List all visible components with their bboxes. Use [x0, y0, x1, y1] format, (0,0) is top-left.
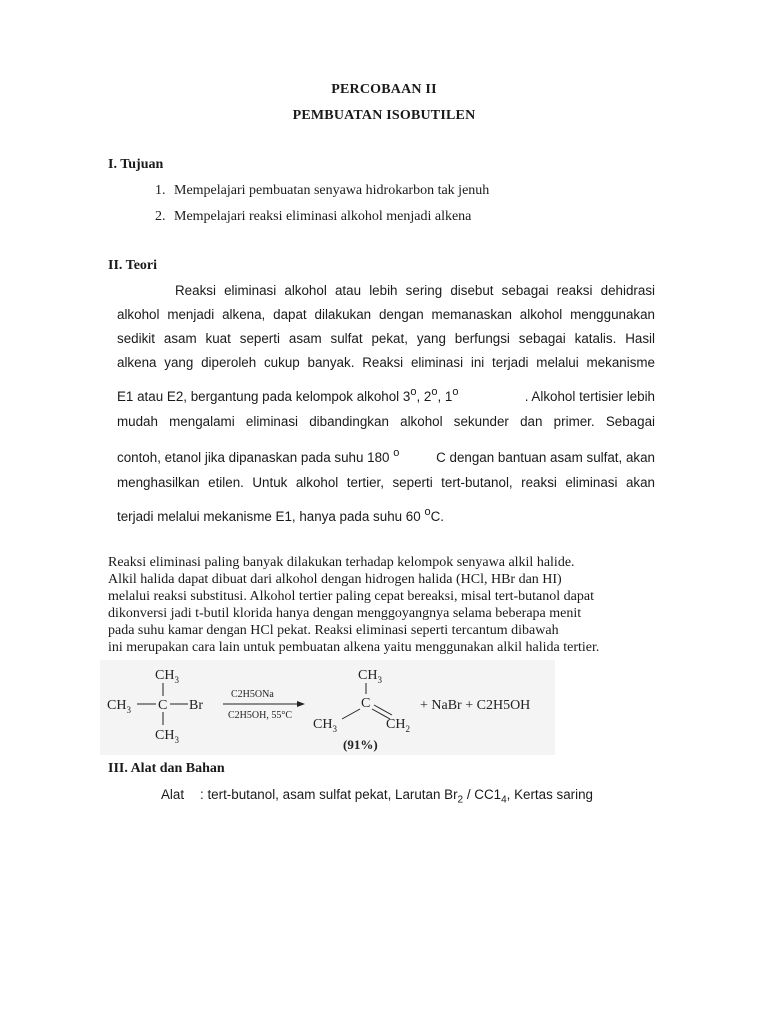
list-item: Mempelajari pembuatan senyawa hidrokarbon tak jenuh [174, 183, 490, 198]
paragraph-line: ini merupakan cara lain untuk pembuatan alkena yaitu menggunakan alkil halida tertier. [108, 640, 600, 655]
list-item: Mempelajari reaksi eliminasi alkohol menjadi alkena [174, 209, 472, 224]
theory-line-text: . Alkohol tertisier lebih [524, 389, 655, 404]
theory-line-text: contoh, etanol jika dipanaskan pada suhu 180 $^o$ [117, 447, 400, 465]
theory-line-text: E1 atau E2, bergantung pada kelompok alkohol 3$^o$, 2$^o$, 1$^o$ [117, 386, 459, 404]
section-heading-teori: II. Teori [108, 258, 158, 273]
paragraph-line: Reaksi eliminasi paling banyak dilakukan terhadap kelompok senyawa alkil halide. [108, 555, 575, 570]
equipment-list: : tert-butanol, asam sulfat pekat, Larutan $Br_2 / CC1_4$, Kertas saring [200, 787, 593, 806]
product-methylene: $CH_2$ [386, 717, 410, 734]
paragraph-line: Alkil halida dapat dibuat dari alkohol dengan hidrogen halida (HCl, HBr dan HI) [108, 572, 562, 587]
section-heading-tujuan: I. Tujuan [108, 157, 164, 172]
list-item-marker: 2. [155, 209, 166, 224]
theory-line: Reaksi eliminasi alkohol atau lebih sering disebut sebagai reaksi dehidrasi [175, 283, 655, 298]
product-central-carbon: C [361, 696, 371, 711]
paragraph-line: melalui reaksi substitusi. Alkohol tertier paling cepat bereaksi, misal tert-butanol dapat [108, 589, 594, 604]
reagent-label: C2H5ONa [231, 689, 274, 700]
theory-line-text: C dengan bantuan asam sulfat, akan [436, 450, 655, 465]
section-heading-alat-bahan: III. Alat dan Bahan [108, 761, 225, 776]
methyl-group-top: $CH_3$ [155, 668, 179, 685]
product-methyl-top: $CH_3$ [358, 668, 382, 685]
equipment-label: Alat [161, 787, 185, 802]
condition-label: C2H5OH, 55°C [228, 710, 293, 721]
yield-label: (91%) [343, 737, 378, 752]
theory-line-temperature-2: terjadi melalui mekanisme E1, hanya pada suhu 60 $^o$C. [117, 506, 444, 524]
reaction-scheme [100, 660, 555, 755]
theory-line: mudah mengalami eliminasi dibandingkan alkohol sekunder dan primer. Sebagai [117, 414, 655, 429]
byproducts-label: + NaBr + C2H5OH [420, 698, 531, 713]
paragraph-line: dikonversi jadi t-butil klorida hanya dengan menggoyangnya selama beberapa menit [108, 606, 582, 621]
methyl-group-bottom: $CH_3$ [155, 728, 179, 745]
product-methyl-left: $CH_3$ [313, 717, 337, 734]
paragraph-line: pada suhu kamar dengan HCl pekat. Reaksi eliminasi seperti tercantum dibawah [108, 623, 559, 638]
methyl-group-left: $CH_3$ [107, 698, 131, 715]
bromine-atom: Br [189, 698, 203, 713]
theory-line-degrees [117, 386, 655, 404]
theory-line: alkena yang diperoleh cukup banyak. Reaksi eliminasi ini terjadi melalui mekanisme [117, 355, 655, 370]
document-subtitle: PEMBUATAN ISOBUTILEN [292, 108, 476, 123]
theory-line-temperature [117, 447, 655, 465]
theory-line: menghasilkan etilen. Untuk alkohol tertier, seperti tert-butanol, reaksi eliminasi akan [117, 475, 655, 490]
theory-line: sedikit asam kuat seperti asam sulfat pekat, yang berfungsi sebagai katalis. Hasil [117, 331, 655, 346]
theory-line: alkohol menjadi alkena, dapat dilakukan dengan memanaskan alkohol menggunakan [117, 307, 655, 322]
list-item-marker: 1. [155, 183, 166, 198]
document-title: PERCOBAAN II [331, 82, 437, 97]
central-carbon: C [158, 698, 168, 713]
